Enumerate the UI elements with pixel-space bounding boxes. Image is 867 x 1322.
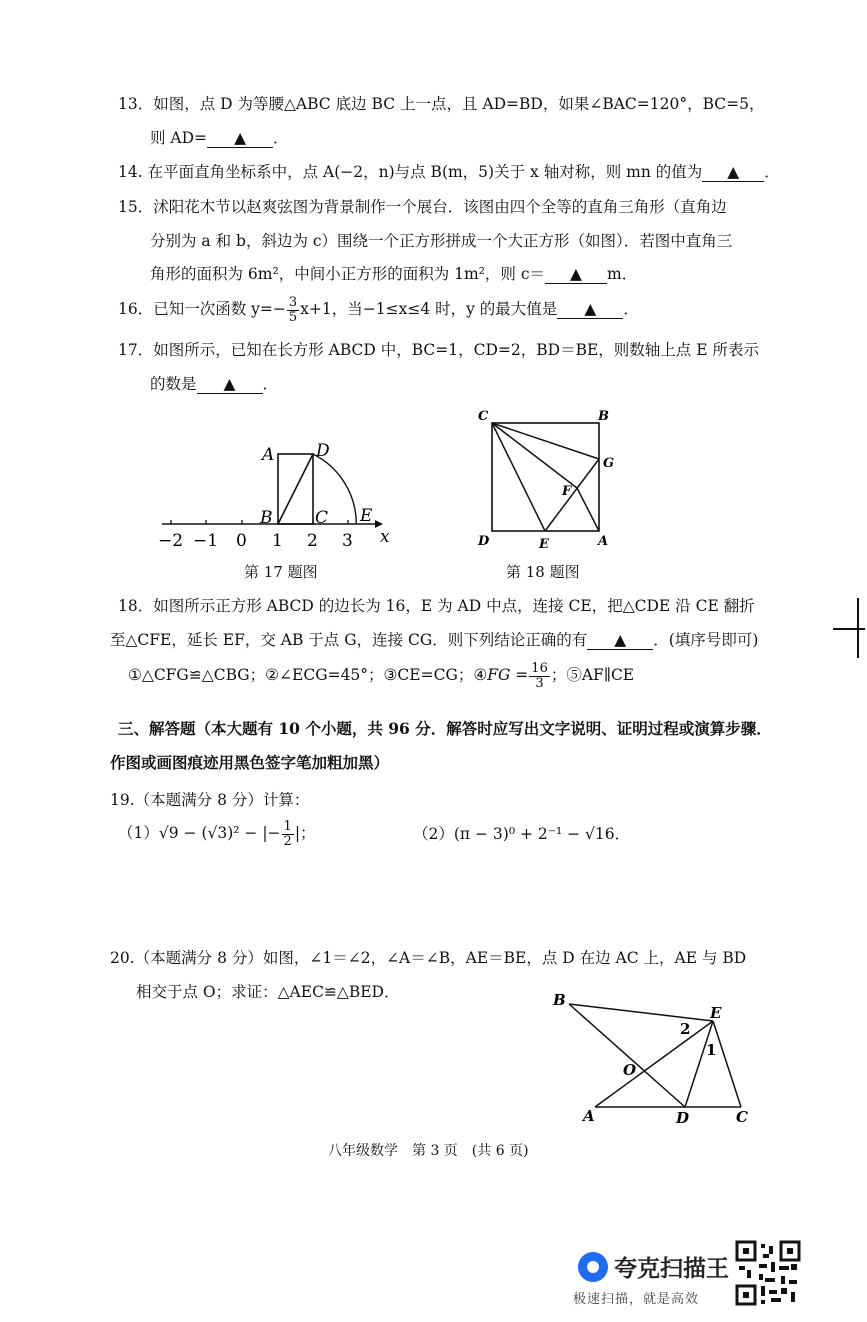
segment-ce — [713, 1021, 741, 1107]
question-15-line3-suffix: m． — [607, 265, 638, 283]
question-13-line2-prefix: 则 AD= — [150, 129, 208, 147]
segment-be — [569, 1004, 713, 1021]
fig20-label-2: 2 — [680, 1020, 691, 1038]
figure-18-square — [470, 400, 630, 555]
fig17-tick-1: 1 — [272, 531, 283, 551]
question-15-answer-blank: ▲ — [545, 266, 607, 284]
fig18-label-e: E — [539, 537, 549, 552]
question-18-line2-suffix: ．(填序号即可) — [653, 631, 759, 649]
segment-cg — [492, 423, 599, 459]
question-15-line3 — [150, 262, 637, 284]
question-16-middle: x+1，当−1≤x≤4 时，y 的最大值是 — [300, 300, 558, 319]
fig17-tick-2: 2 — [307, 531, 318, 551]
margin-registration-mark-horizontal — [833, 628, 865, 630]
question-16 — [118, 296, 639, 324]
fig17-tick-neg2: −2 — [158, 531, 184, 551]
question-18-fraction-den: 3 — [535, 675, 544, 691]
question-13-answer-blank: ▲ — [207, 130, 273, 148]
fig17-label-e: E — [360, 506, 373, 526]
section-3-header-line2: 作图或画图痕迹用黑色签字笔加粗加黑） — [110, 753, 390, 772]
figure-17-caption: 第 17 题图 — [244, 563, 318, 581]
figure-18-caption: 第 18 题图 — [506, 563, 580, 581]
question-14-text: 14. 在平面直角坐标系中，点 A(−2，n)与点 B(m，5)关于 x 轴对称，则 mn 的值为 — [118, 163, 703, 181]
square-abcd — [492, 423, 599, 531]
fig18-label-f: F — [562, 484, 572, 499]
fig18-label-d: D — [478, 534, 490, 549]
diagonal-bd — [278, 454, 313, 524]
question-20-line2: 相交于点 O；求证：△AEC≌△BED． — [136, 983, 400, 1001]
question-18-line2-prefix: 至△CFE，延长 EF，交 AB 于点 G，连接 CG．则下列结论正确的有 — [110, 631, 588, 649]
segment-fa — [577, 488, 599, 531]
question-14-suffix: ． — [764, 163, 780, 181]
question-15-line2: 分别为 a 和 b，斜边为 c）围绕一个正方形拼成一个大正方形（如图）．若图中直角三 — [150, 232, 733, 250]
question-18-answer-blank: ▲ — [587, 632, 653, 650]
fig18-label-b: B — [598, 409, 609, 424]
fig17-label-b: B — [260, 508, 273, 528]
segment-cf — [492, 423, 577, 488]
scanner-brand-name: 夸克扫描王 — [614, 1256, 729, 1282]
question-19-part1-suffix: |； — [294, 824, 316, 843]
question-16-fraction-num: 3 — [288, 295, 298, 310]
fig17-label-a: A — [262, 445, 275, 465]
fig20-label-d: D — [676, 1109, 690, 1127]
segment-ae — [595, 1021, 713, 1107]
question-17-answer-blank: ▲ — [197, 376, 263, 394]
fig18-label-a: A — [598, 534, 609, 549]
scanner-brand-slogan: 极速扫描，就是高效 — [573, 1292, 700, 1307]
fig20-label-b: B — [553, 991, 566, 1009]
question-16-fraction-den: 5 — [288, 309, 298, 325]
question-18-options-suffix: ；⑤AF∥CE — [550, 666, 635, 685]
question-16-prefix: 16．已知一次函数 y=− — [118, 300, 286, 319]
question-15-line1: 15．沭阳花木节以赵爽弦图为背景制作一个展台．该图由四个全等的直角三角形（直角边 — [118, 198, 727, 216]
fig20-label-e: E — [710, 1004, 722, 1022]
qr-code-icon — [735, 1240, 801, 1306]
fig17-tick-3: 3 — [342, 531, 353, 551]
question-19-part1-prefix: （1）√9 − (√3)² − |− — [118, 824, 281, 843]
fig20-label-a: A — [583, 1107, 595, 1125]
segment-bd — [569, 1004, 685, 1107]
question-18-line2 — [110, 628, 758, 650]
question-13-line1: 13．如图，点 D 为等腰△ABC 底边 BC 上一点，且 AD=BD，如果∠BAC=120°，BC=5， — [118, 95, 765, 113]
question-19-part1-fraction — [282, 820, 294, 848]
fig17-tick-neg1: −1 — [193, 531, 219, 551]
fig17-label-d: D — [316, 441, 330, 461]
question-19-part2: （2）(π − 3)⁰ + 2⁻¹ − √16． — [413, 825, 631, 843]
question-19-part1-fraction-num: 1 — [283, 819, 292, 834]
fig20-label-1: 1 — [706, 1041, 717, 1059]
question-18-fg-label: FG = — [487, 666, 529, 685]
question-18-options — [128, 662, 634, 690]
question-13-line2 — [150, 126, 289, 148]
fig18-label-c: C — [478, 409, 489, 424]
fig20-label-c: C — [736, 1108, 748, 1126]
question-14-answer-blank: ▲ — [702, 164, 764, 182]
fig17-label-c: C — [315, 508, 329, 528]
question-16-suffix: ． — [623, 300, 639, 319]
fig17-tick-0: 0 — [236, 531, 247, 551]
question-18-line1: 18．如图所示正方形 ABCD 的边长为 16，E 为 AD 中点，连接 CE，把△CDE 沿 CE 翻折 — [118, 597, 755, 615]
question-13-line2-suffix: ． — [273, 129, 289, 147]
question-14 — [118, 160, 780, 182]
section-3-header-line1: 三、解答题（本大题有 10 个小题，共 96 分．解答时应写出文字说明、证明过程或演算步骤． — [118, 719, 772, 738]
question-18-fraction-num: 16 — [531, 661, 548, 676]
scanner-logo-icon — [578, 1252, 608, 1282]
question-17-line2-suffix: ． — [262, 375, 279, 393]
question-19-part1 — [118, 820, 316, 848]
question-19-part1-fraction-den: 2 — [283, 833, 292, 849]
fig20-label-o: O — [623, 1061, 637, 1079]
question-17-line2-prefix: 的数是 — [150, 375, 197, 393]
question-18-fraction — [529, 662, 550, 690]
question-16-answer-blank: ▲ — [557, 301, 623, 319]
question-18-options-prefix: ①△CFG≌△CBG；②∠ECG=45°；③CE=CG；④ — [128, 666, 488, 685]
question-17-line2 — [150, 372, 278, 394]
question-20-line1: 20.（本题满分 8 分）如图，∠1＝∠2，∠A＝∠B，AE＝BE，点 D 在边 AC 上，AE 与 BD — [110, 949, 747, 967]
question-16-fraction — [287, 296, 299, 324]
fig17-label-x: x — [380, 527, 390, 547]
margin-registration-mark-vertical — [857, 598, 859, 658]
figure-20-triangles — [545, 985, 760, 1130]
question-15-line3-prefix: 角形的面积为 6m²，中间小正方形的面积为 1m²，则 c＝ — [150, 265, 546, 283]
figure-17-number-line — [150, 430, 410, 555]
page-footer: 八年级数学 第 3 页 (共 6 页) — [328, 1143, 529, 1159]
fig18-label-g: G — [603, 456, 615, 471]
segment-ce — [492, 423, 545, 531]
question-17-line1: 17．如图所示，已知在长方形 ABCD 中，BC=1，CD=2，BD＝BE，则数轴上点 E 所表示 — [118, 341, 759, 359]
question-19-title: 19.（本题满分 8 分）计算： — [110, 791, 310, 809]
